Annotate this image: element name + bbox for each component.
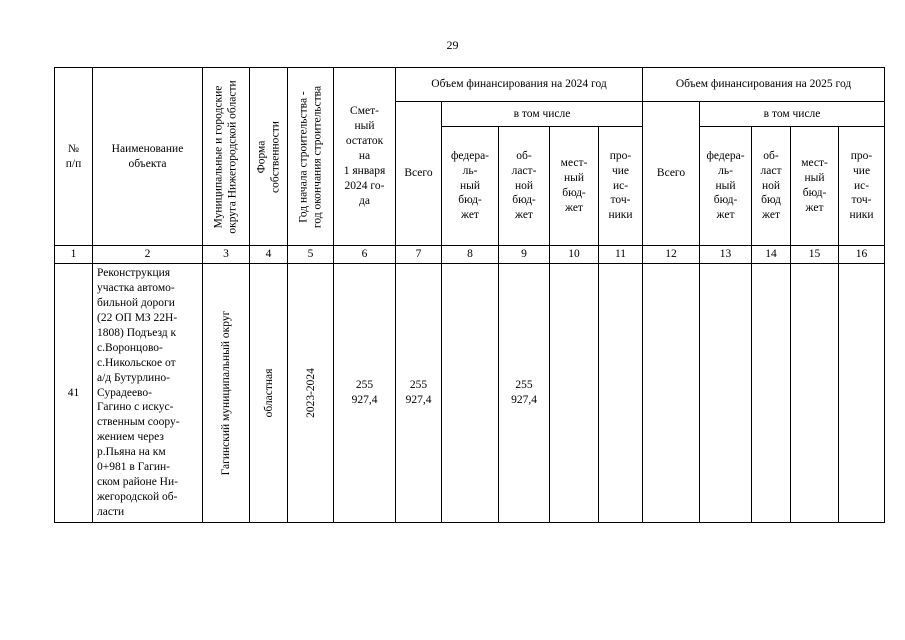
column-number: 2 <box>93 246 203 264</box>
other-2025-value <box>839 264 885 523</box>
header-total-2024: Всего <box>396 102 442 246</box>
header-financing-2024: Объем финансирования на 2024 год <box>396 68 643 102</box>
header-including-2024: в том числе <box>442 102 643 127</box>
header-object-name: Наименование объекта <box>93 68 203 246</box>
table-row <box>55 264 885 523</box>
municipality-cell <box>203 264 250 523</box>
header-row-1 <box>55 68 885 102</box>
header-local-2024: мест- ный бюд- жет <box>550 127 599 246</box>
column-number: 11 <box>599 246 643 264</box>
financing-table <box>54 67 885 523</box>
total-2025-value <box>643 264 700 523</box>
other-2024-value <box>599 264 643 523</box>
header-num: № п/п <box>55 68 93 246</box>
column-number: 6 <box>334 246 396 264</box>
years-value: 2023-2024 <box>304 368 317 418</box>
regional-2024-value: 255 927,4 <box>499 264 550 523</box>
regional-2025-value <box>752 264 791 523</box>
page-number: 29 <box>446 38 459 52</box>
column-number: 8 <box>442 246 499 264</box>
estimate-value: 255 927,4 <box>334 264 396 523</box>
header-ownership: Форма собственности <box>250 68 288 246</box>
header-municipality: Муниципальные и городские округа Нижегородской области <box>203 68 250 246</box>
years-cell <box>288 264 334 523</box>
column-number: 14 <box>752 246 791 264</box>
header-financing-2025: Объем финансирования на 2025 год <box>643 68 885 102</box>
header-regional-2024: об- ласт- ной бюд- жет <box>499 127 550 246</box>
column-number: 7 <box>396 246 442 264</box>
municipality-value: Гагинский муниципальный округ <box>219 310 232 476</box>
header-federal-2025: федера- ль- ный бюд- жет <box>700 127 752 246</box>
column-number: 5 <box>288 246 334 264</box>
header-regional-2025: об- ласт ной бюд жет <box>752 127 791 246</box>
header-federal-2024: федера- ль- ный бюд- жет <box>442 127 499 246</box>
total-2024-value: 255 927,4 <box>396 264 442 523</box>
column-number: 9 <box>499 246 550 264</box>
column-number: 3 <box>203 246 250 264</box>
column-number: 13 <box>700 246 752 264</box>
header-construction-years: Год начала строительства - год окончания строительства <box>288 68 334 246</box>
ownership-value: областная <box>262 368 275 418</box>
header-other-2025: про- чие ис- точ- ники <box>839 127 885 246</box>
header-estimate-balance: Смет- ный остаток на 1 января 2024 го- да <box>334 68 396 246</box>
column-number: 16 <box>839 246 885 264</box>
header-other-2024: про- чие ис- точ- ники <box>599 127 643 246</box>
column-number: 1 <box>55 246 93 264</box>
federal-2025-value <box>700 264 752 523</box>
column-number: 10 <box>550 246 599 264</box>
column-number-row <box>55 246 885 264</box>
column-number: 15 <box>791 246 839 264</box>
federal-2024-value <box>442 264 499 523</box>
header-local-2025: мест- ный бюд- жет <box>791 127 839 246</box>
local-2025-value <box>791 264 839 523</box>
ownership-cell <box>250 264 288 523</box>
object-name: Реконструкция участка автомо- бильной дороги (22 ОП МЗ 22Н- 1808) Подъезд к с.Воронцово- с.Никольское от а/д Бутурлино- Сурадеево- Гагино с искус- ственным соору- жением через р.Пьяна на км 0+981 в Гагин- ском районе Ни- жегородской об- ласти <box>93 264 203 523</box>
column-number: 4 <box>250 246 288 264</box>
column-number: 12 <box>643 246 700 264</box>
local-2024-value <box>550 264 599 523</box>
header-total-2025: Всего <box>643 102 700 246</box>
row-number: 41 <box>55 264 93 523</box>
header-including-2025: в том числе <box>700 102 885 127</box>
